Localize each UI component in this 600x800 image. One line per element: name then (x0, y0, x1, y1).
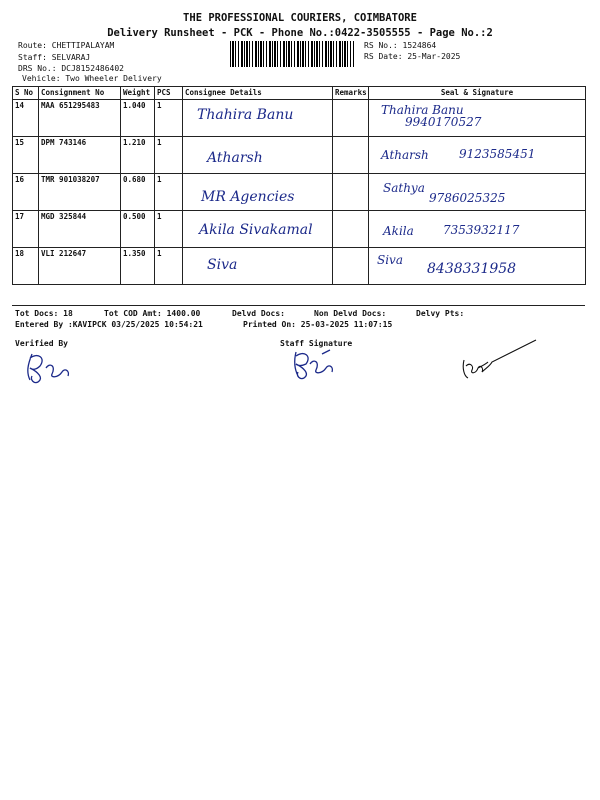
total-docs: Tot Docs: 18 (15, 309, 73, 318)
staff-label: Staff: SELVARAJ (18, 53, 91, 62)
cell-weight: 1.210 (121, 137, 155, 174)
cell-consignee (183, 137, 333, 174)
delivered-docs: Delvd Docs: (232, 309, 285, 318)
cell-remarks (333, 174, 369, 211)
cell-remarks (333, 137, 369, 174)
handwritten-consignee: Atharsh (207, 150, 263, 166)
barcode-image (230, 41, 354, 67)
printed-on: Printed On: 25-03-2025 11:07:15 (243, 320, 393, 329)
col-header-consignment: Consignment No (39, 87, 121, 100)
total-cod-amount: Tot COD Amt: 1400.00 (104, 309, 201, 318)
cell-consignment: MGD 325844 (39, 211, 121, 248)
col-header-pcs: PCS (155, 87, 183, 100)
table-bottom-rule (12, 305, 585, 306)
cell-signature (369, 137, 586, 174)
handwritten-phone: 7353932117 (443, 223, 520, 237)
cell-consignee (183, 248, 333, 285)
cell-weight: 0.500 (121, 211, 155, 248)
handwritten-phone: 8438331958 (427, 261, 517, 277)
handwritten-signature: Thahira Banu (381, 103, 464, 117)
cell-remarks (333, 211, 369, 248)
supervisor-signature-image (456, 338, 540, 382)
table-row (13, 137, 586, 174)
handwritten-phone: 9123585451 (459, 147, 536, 161)
cell-sno: 14 (13, 100, 39, 137)
cell-signature (369, 211, 586, 248)
table-row (13, 100, 586, 137)
cell-consignment: DPM 743146 (39, 137, 121, 174)
cell-pcs: 1 (155, 174, 183, 211)
col-header-consignee: Consignee Details (183, 87, 333, 100)
cell-weight: 1.350 (121, 248, 155, 285)
cell-consignee (183, 211, 333, 248)
cell-remarks (333, 248, 369, 285)
handwritten-consignee: Siva (207, 257, 238, 273)
table-row (13, 174, 586, 211)
cell-signature (369, 248, 586, 285)
col-header-weight: Weight (121, 87, 155, 100)
table-header-row (13, 87, 586, 100)
rs-date: RS Date: 25-Mar-2025 (364, 52, 461, 61)
cell-pcs: 1 (155, 137, 183, 174)
route-label: Route: CHETTIPALAYAM (18, 41, 115, 50)
company-title: THE PROFESSIONAL COURIERS, COIMBATORE (183, 12, 417, 24)
verifier-signature-image (18, 348, 88, 388)
cell-signature (369, 174, 586, 211)
handwritten-signature: Akila (383, 224, 414, 238)
runsheet-table (12, 86, 586, 285)
entered-by: Entered By :KAVIPCK 03/25/2025 10:54:21 (15, 320, 203, 329)
handwritten-phone: 9786025325 (429, 191, 506, 205)
table-row (13, 248, 586, 285)
cell-consignee (183, 100, 333, 137)
cell-sno: 15 (13, 137, 39, 174)
cell-pcs: 1 (155, 248, 183, 285)
cell-weight: 0.680 (121, 174, 155, 211)
cell-pcs: 1 (155, 100, 183, 137)
cell-consignment: MAA 651295483 (39, 100, 121, 137)
rs-number: RS No.: 1524864 (364, 41, 437, 50)
handwritten-phone: 9940170527 (405, 115, 482, 129)
verified-by-label: Verified By (15, 339, 68, 348)
col-header-signature: Seal & Signature (369, 87, 586, 100)
handwritten-consignee: Thahira Banu (197, 107, 294, 123)
handwritten-signature: Sathya (383, 181, 425, 195)
table-row (13, 211, 586, 248)
runsheet-subtitle: Delivery Runsheet - PCK - Phone No.:0422-3505555 - Page No.:2 (107, 27, 493, 39)
staff-signature-image (286, 346, 346, 382)
non-delivered-docs: Non Delvd Docs: (314, 309, 387, 318)
handwritten-consignee: Akila Sivakamal (199, 222, 313, 238)
cell-sno: 18 (13, 248, 39, 285)
cell-pcs: 1 (155, 211, 183, 248)
handwritten-consignee: MR Agencies (201, 189, 295, 205)
col-header-sno: S No (13, 87, 39, 100)
staff-signature-label: Staff Signature (280, 339, 353, 348)
cell-consignee (183, 174, 333, 211)
cell-sno: 17 (13, 211, 39, 248)
cell-remarks (333, 100, 369, 137)
cell-signature (369, 100, 586, 137)
vehicle-label: Vehicle: Two Wheeler Delivery (22, 74, 162, 83)
cell-consignment: VLI 212647 (39, 248, 121, 285)
handwritten-signature: Atharsh (381, 148, 429, 162)
cell-weight: 1.040 (121, 100, 155, 137)
cell-consignment: TMR 901038207 (39, 174, 121, 211)
col-header-remarks: Remarks (333, 87, 369, 100)
cell-sno: 16 (13, 174, 39, 211)
handwritten-signature: Siva (377, 253, 403, 267)
drs-label: DRS No.: DCJ8152486402 (18, 64, 124, 73)
delivery-points: Delvy Pts: (416, 309, 465, 318)
